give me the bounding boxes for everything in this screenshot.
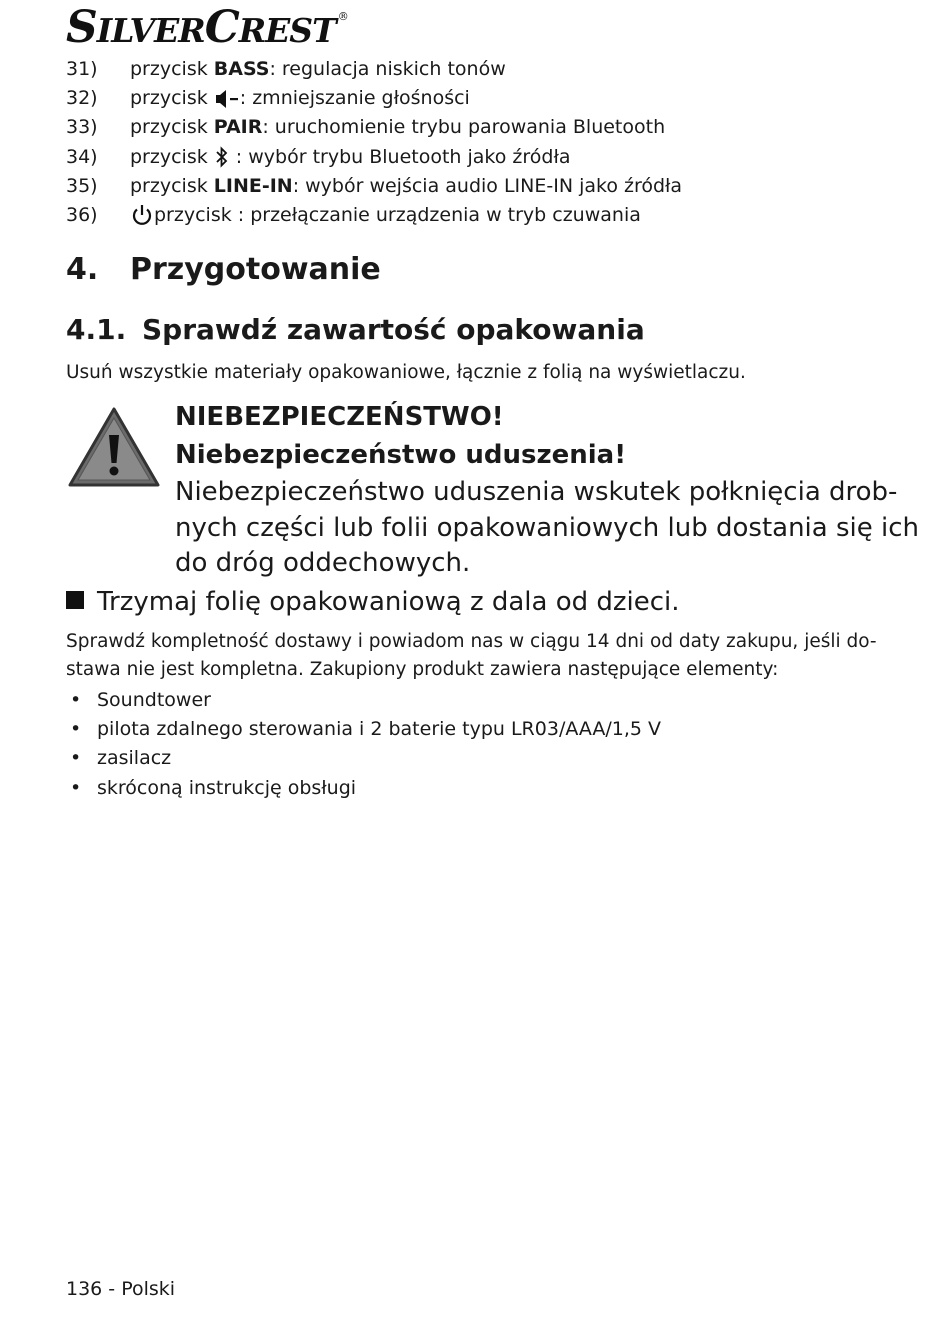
warning-line: Niebezpieczeństwo uduszenia wskutek połknięcia drob- (175, 477, 898, 507)
item-number: 35) (66, 174, 98, 197)
item-description: : zmniejszanie głośności (239, 87, 470, 110)
warning-block (175, 398, 919, 582)
list-item (66, 113, 886, 142)
item-number: 32) (66, 87, 98, 110)
button-name: LINE-IN (213, 174, 293, 197)
section-number: 4. (66, 252, 99, 287)
item-number: 33) (66, 116, 98, 139)
list-item (66, 172, 886, 201)
list-item (66, 201, 886, 230)
contents-paragraph (66, 628, 877, 684)
warning-subtitle: Niebezpieczeństwo uduszenia! (175, 440, 627, 470)
intro-text: Usuń wszystkie materiały opakowaniowe, łącznie z folią na wyświetlaczu. (66, 362, 746, 383)
button-name: PAIR (213, 116, 263, 139)
page-footer: 136 - Polski (66, 1278, 176, 1300)
item-number: 36) (66, 203, 98, 226)
item-number: 34) (66, 145, 98, 168)
subsection-title: Sprawdź zawartość opakowania (142, 313, 645, 346)
item-prefix: przycisk (130, 87, 214, 110)
instruction-text: Trzymaj folię opakowaniową z dala od dzieci. (97, 587, 680, 617)
list-item-text: pilota zdalnego sterowania i 2 baterie typu LR03/AAA/1,5 V (97, 718, 662, 741)
button-name: BASS (213, 58, 270, 80)
volume-down-icon (214, 90, 240, 108)
item-description: przycisk : przełączanie urządzenia w tryb czuwania (154, 203, 641, 226)
item-prefix: przycisk (130, 145, 214, 168)
list-item (66, 143, 886, 172)
power-icon (130, 203, 154, 227)
warning-triangle-icon (66, 405, 162, 489)
list-item (66, 84, 886, 113)
item-prefix: przycisk (130, 174, 214, 197)
item-number: 31) (66, 58, 98, 80)
warning-title: NIEBEZPIECZEŃSTWO! (175, 402, 504, 432)
warning-line: nych części lub folii opakowaniowych lub dostania się ich (175, 512, 919, 543)
warning-line: do dróg oddechowych. (175, 548, 471, 578)
paragraph-line: Sprawdź kompletność dostawy i powiadom nas w ciągu 14 dni od daty zakupu, jeśli do- (66, 631, 877, 652)
item-prefix: przycisk (130, 58, 214, 80)
silvercrest-logo: SILVERCREST ® (66, 2, 348, 53)
list-item (66, 55, 886, 84)
list-item-text: Soundtower (97, 689, 211, 711)
bullet-icon: • (70, 747, 82, 770)
list-item-text: zasilacz (97, 747, 172, 770)
item-description: : wybór wejścia audio LINE-IN jako źródła (292, 174, 683, 197)
square-bullet-icon (66, 591, 84, 609)
section-title: Przygotowanie (130, 252, 381, 287)
bullet-icon: • (70, 718, 82, 741)
paragraph-line: stawa nie jest kompletna. Zakupiony produkt zawiera następujące elementy: (66, 659, 779, 680)
item-description: : regulacja niskich tonów (269, 58, 506, 80)
bluetooth-icon (214, 146, 230, 168)
subsection-number: 4.1. (66, 313, 127, 346)
subsection-heading (66, 313, 645, 346)
item-prefix: przycisk (130, 116, 214, 139)
registered-mark: ® (337, 10, 348, 23)
list-item-text: skróconą instrukcję obsługi (97, 776, 357, 799)
warning-body (175, 475, 919, 582)
warning-instruction (66, 584, 680, 620)
bullet-icon: • (70, 776, 82, 799)
item-description: : uruchomienie trybu parowania Bluetooth (262, 116, 666, 139)
bullet-icon: • (70, 689, 82, 711)
section-heading (66, 252, 381, 287)
button-list (66, 55, 886, 230)
item-description: : wybór trybu Bluetooth jako źródła (229, 145, 571, 168)
